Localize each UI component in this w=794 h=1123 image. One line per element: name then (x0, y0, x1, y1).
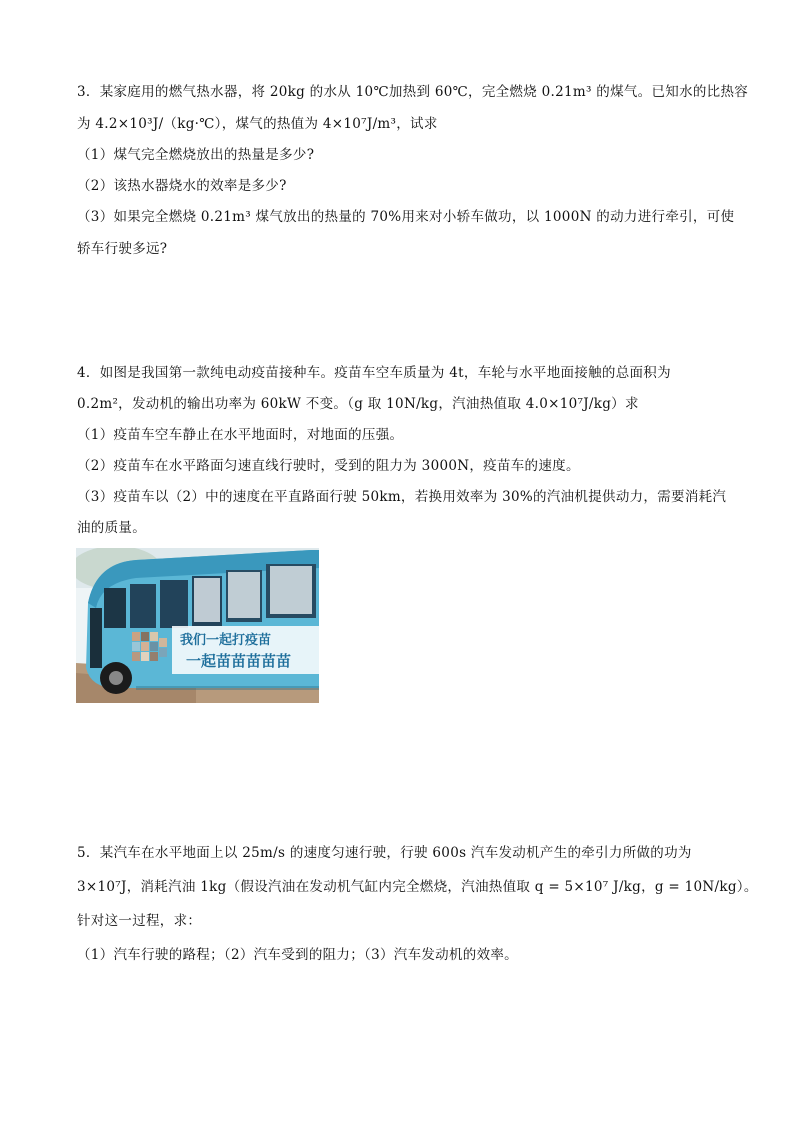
q3-sub2: （2）该热水器烧水的效率是多少? (77, 178, 287, 194)
q4-sub3-line2: 油的质量。 (77, 520, 146, 536)
vaccine-bus-photo (76, 548, 319, 703)
photo-slogan-line2: 一起苗苗苗苗苗 (186, 652, 292, 670)
q4-sub2: （2）疫苗车在水平路面匀速直线行驶时，受到的阻力为 3000N，疫苗车的速度。 (77, 458, 580, 474)
q3-sub1: （1）煤气完全燃烧放出的热量是多少? (77, 147, 315, 163)
q3-stem-line1: 3．某家庭用的燃气热水器，将 20kg 的水从 10℃加热到 60℃，完全燃烧 0.21m³ 的煤气。已知水的比热容 (77, 84, 749, 100)
q4-sub3-line1: （3）疫苗车以（2）中的速度在平直路面行驶 50km，若换用效率为 30%的汽油机提供动力，需要消耗汽 (77, 489, 727, 505)
q5-stem-line3: 针对这一过程，求： (77, 913, 202, 929)
q3-stem-line2: 为 4.2×10³J/（kg·℃），煤气的热值为 4×10⁷J/m³，试求 (77, 116, 438, 132)
q5-subquestions: （1）汽车行驶的路程；（2）汽车受到的阻力；（3）汽车发动机的效率。 (77, 947, 518, 963)
photo-slogan-line1: 我们一起打疫苗 (180, 633, 272, 648)
q5-stem-line2: 3×10⁷J，消耗汽油 1kg（假设汽油在发动机气缸内完全燃烧，汽油热值取 q = 5×10⁷ J/kg，g = 10N/kg）。 (77, 879, 758, 895)
q4-stem-line2: 0.2m²，发动机的输出功率为 60kW 不变。（g 取 10N/kg，汽油热值取 4.0×10⁷J/kg）求 (77, 396, 639, 412)
q3-sub3-line1: （3）如果完全燃烧 0.21m³ 煤气放出的热量的 70%用来对小轿车做功，以 1000N 的动力进行牵引，可使 (77, 209, 735, 225)
q5-stem-line1: 5．某汽车在水平地面上以 25m/s 的速度匀速行驶，行驶 600s 汽车发动机产生的牵引力所做的功为 (77, 845, 692, 861)
q4-stem-line1: 4．如图是我国第一款纯电动疫苗接种车。疫苗车空车质量为 4t，车轮与水平地面接触的总面积为 (77, 365, 671, 381)
q4-sub1: （1）疫苗车空车静止在水平地面时，对地面的压强。 (77, 427, 404, 443)
q3-sub3-line2: 轿车行驶多远? (77, 241, 168, 257)
